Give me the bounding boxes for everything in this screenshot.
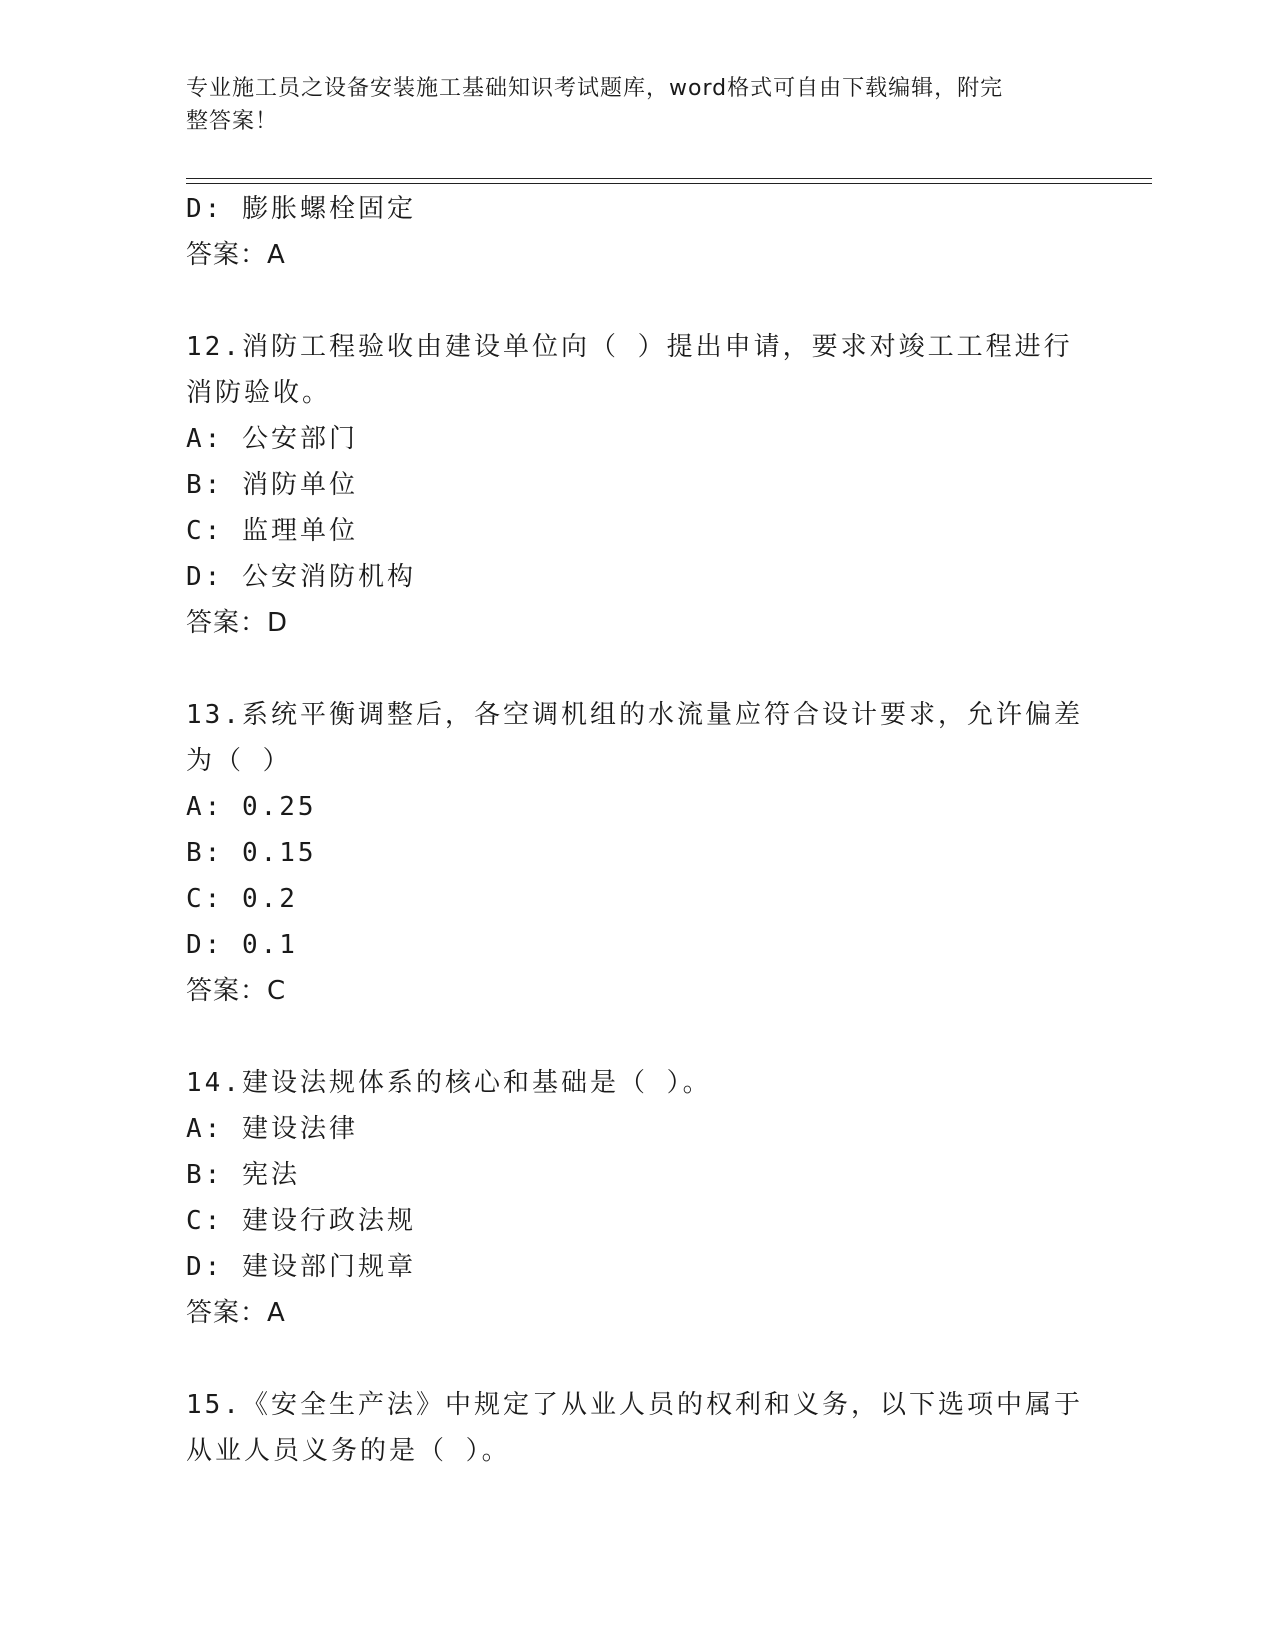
question-list: [186, 186, 1086, 1474]
header-line-1: 专业施工员之设备安装施工基础知识考试题库，word格式可自由下载编辑，附完: [186, 76, 1004, 101]
question-text: 14.建设法规体系的核心和基础是（ ）。: [186, 1068, 712, 1098]
question-text: 15.《安全生产法》中规定了从业人员的权利和义务，以下选项中属于: [186, 1390, 1083, 1420]
document-header: [186, 72, 1066, 138]
option: C: 建设行政法规: [186, 1206, 416, 1236]
question-text: 消防验收。: [186, 378, 332, 408]
question-text: 从业人员义务的是（ ）。: [186, 1436, 511, 1466]
question-text: 为（ ）: [186, 746, 292, 776]
question-block: [186, 1060, 1086, 1336]
spacer: [186, 1336, 1086, 1382]
question-block: [186, 324, 1086, 646]
spacer: [186, 1014, 1086, 1060]
option: C: 0.2: [186, 884, 298, 914]
answer: 答案：A: [186, 240, 286, 270]
question-block: [186, 692, 1086, 1014]
option: D: 公安消防机构: [186, 562, 416, 592]
answer: 答案：D: [186, 608, 289, 638]
spacer: [186, 646, 1086, 692]
question-block: [186, 1382, 1086, 1474]
option: A: 公安部门: [186, 424, 358, 454]
header-rule-top: [186, 178, 1152, 179]
option: D: 膨胀螺栓固定: [186, 194, 416, 224]
question-block: [186, 186, 1086, 278]
answer: 答案：A: [186, 1298, 286, 1328]
question-text: 12.消防工程验收由建设单位向（ ）提出申请，要求对竣工工程进行: [186, 332, 1073, 362]
answer: 答案：C: [186, 976, 287, 1006]
option: B: 消防单位: [186, 470, 358, 500]
header-rule-bottom: [186, 183, 1152, 184]
spacer: [186, 278, 1086, 324]
option: D: 建设部门规章: [186, 1252, 416, 1282]
option: C: 监理单位: [186, 516, 358, 546]
option: D: 0.1: [186, 930, 298, 960]
question-text: 13.系统平衡调整后，各空调机组的水流量应符合设计要求，允许偏差: [186, 700, 1083, 730]
option: B: 宪法: [186, 1160, 300, 1190]
header-line-2: 整答案！: [186, 109, 279, 134]
option: B: 0.15: [186, 838, 317, 868]
option: A: 0.25: [186, 792, 317, 822]
option: A: 建设法律: [186, 1114, 358, 1144]
